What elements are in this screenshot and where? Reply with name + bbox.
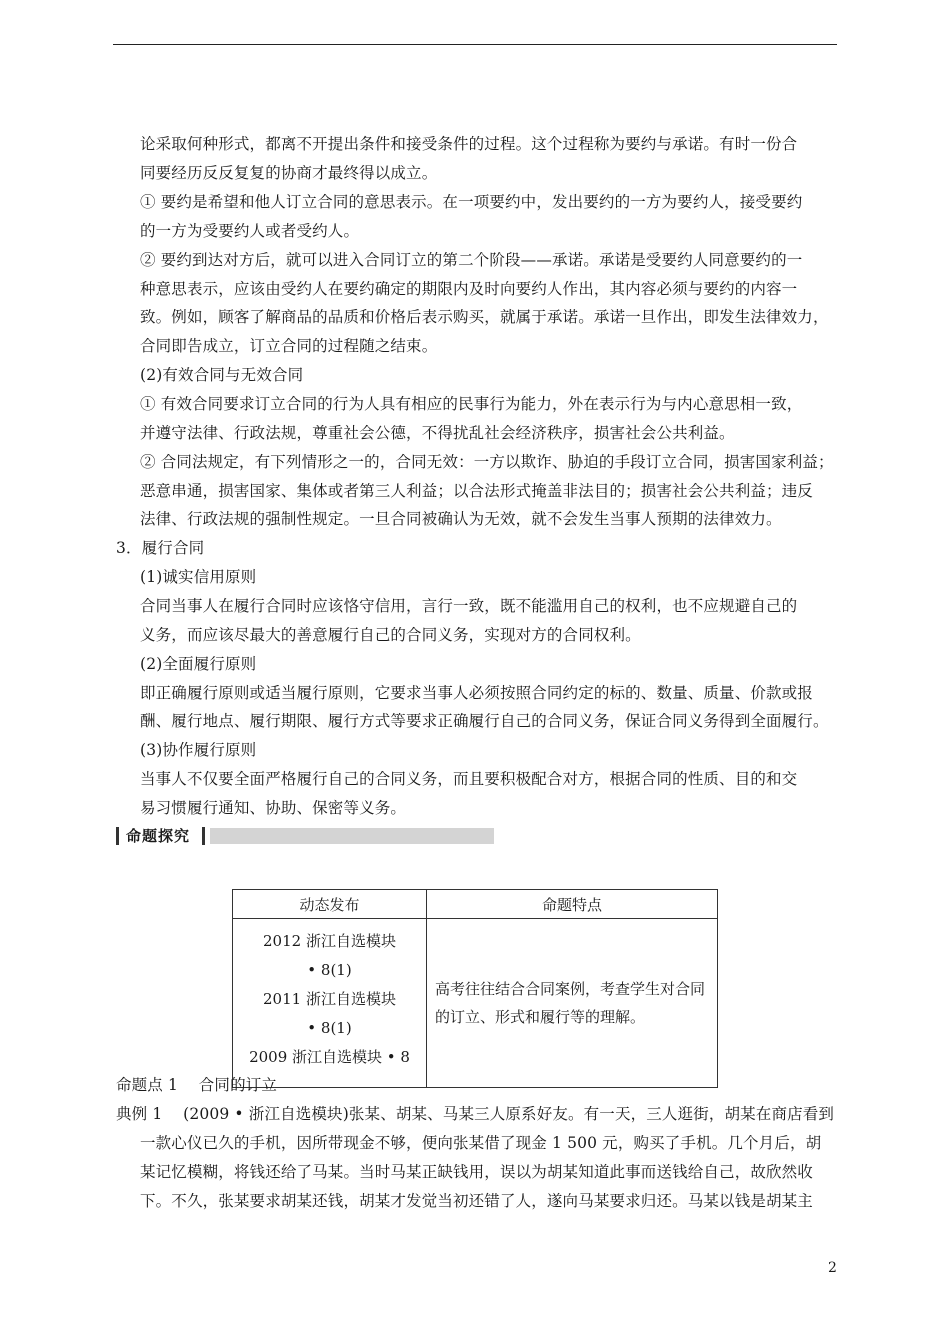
exam-line: 2012 浙江自选模块 (263, 932, 396, 950)
section-bar-fill (210, 828, 494, 844)
heading-perform-contract: 3．履行合同 (116, 539, 205, 557)
body-line: ② 要约到达对方后，就可以进入合同订立的第二个阶段——承诺。承诺是受要约人同意要约的一 (140, 251, 803, 269)
topic-point-title: 命题点 1 合同的订立 (116, 1076, 278, 1094)
example-line: 某记忆模糊，将钱还给了马某。当时马某正缺钱用，误以为胡某知道此事而送钱给自己，故欣然收 (140, 1163, 813, 1181)
body-line: 论采取何种形式，都离不开提出条件和接受条件的过程。这个过程称为要约与承诺。有时一份合 (140, 135, 798, 153)
section-title: 命题探究 (126, 827, 191, 845)
exam-line: 2009 浙江自选模块 • 8 (249, 1048, 410, 1066)
body-line: 致。例如，顾客了解商品的品质和价格后表示购买，就属于承诺。承诺一旦作出，即发生法律效力， (140, 308, 829, 326)
subheading-full-performance: (2)全面履行原则 (140, 655, 257, 673)
body-line: 恶意串通，损害国家、集体或者第三人利益；以合法形式掩盖非法目的；损害社会公共利益；违反 (140, 482, 813, 500)
body-line: 的一方为受要约人或者受约人。 (140, 222, 360, 240)
table-row (233, 919, 718, 1088)
body-line: 同要经历反反复复的协商才最终得以成立。 (140, 164, 438, 182)
exam-line: • 8(1) (307, 1019, 352, 1037)
body-line: ① 有效合同要求订立合同的行为人具有相应的民事行为能力，外在表示行为与内心意思相一致， (140, 395, 803, 413)
body-line: 当事人不仅要全面严格履行自己的合同义务，而且要积极配合对方，根据合同的性质、目的和交 (140, 770, 798, 788)
example-line: 下。不久，张某要求胡某还钱，胡某才发觉当初还错了人，遂向马某要求归还。马某以钱是胡某主 (140, 1192, 813, 1210)
body-line: 酬、履行地点、履行期限、履行方式等要求正确履行自己的合同义务，保证合同义务得到全面履行。 (140, 712, 829, 730)
table-header-cell: 动态发布 (233, 890, 427, 919)
exam-line: • 8(1) (307, 961, 352, 979)
body-line: 种意思表示，应该由受约人在要约确定的期限内及时向要约人作出，其内容必须与要约的内容一 (140, 280, 798, 298)
body-line: 合同即告成立，订立合同的过程随之结束。 (140, 337, 438, 355)
table-cell-exams (233, 919, 427, 1088)
body-line: 即正确履行原则或适当履行原则，它要求当事人必须按照合同约定的标的、数量、质量、价款或报 (140, 684, 813, 702)
table-header-row (233, 890, 718, 919)
body-line: 义务，而应该尽最大的善意履行自己的合同义务，实现对方的合同权利。 (140, 626, 641, 644)
table-header-cell: 命题特点 (427, 890, 718, 919)
subheading-good-faith: (1)诚实信用原则 (140, 568, 257, 586)
exam-line: 2011 浙江自选模块 (263, 990, 396, 1008)
subheading-cooperation: (3)协作履行原则 (140, 741, 257, 759)
topic-table (232, 889, 718, 1088)
body-line: 法律、行政法规的强制性规定。一旦合同被确认为无效，就不会发生当事人预期的法律效力。 (140, 510, 782, 528)
section-marker (202, 827, 205, 845)
body-line: 易习惯履行通知、协助、保密等义务。 (140, 799, 407, 817)
section-header-bar (116, 826, 494, 846)
body-line: ① 要约是希望和他人订立合同的意思表示。在一项要约中，发出要约的一方为要约人，接受要约 (140, 193, 803, 211)
subheading-valid-invalid: (2)有效合同与无效合同 (140, 366, 304, 384)
page-number: 2 (828, 1260, 837, 1276)
body-line: 并遵守法律、行政法规，尊重社会公德，不得扰乱社会经济秩序，损害社会公共利益。 (140, 424, 735, 442)
header-rule (113, 44, 837, 45)
section-marker (116, 827, 119, 845)
body-line: ② 合同法规定，有下列情形之一的，合同无效：一方以欺诈、胁迫的手段订立合同，损害国家利益； (140, 453, 834, 471)
example-line: 典例 1 (2009 • 浙江自选模块)张某、胡某、马某三人原系好友。有一天，三人逛街，胡某在商店看到 (116, 1105, 835, 1123)
table-cell-features: 高考往往结合合同案例，考查学生对合同的订立、形式和履行等的理解。 (427, 919, 718, 1088)
example-line: 一款心仪已久的手机，因所带现金不够，便向张某借了现金 1 500 元，购买了手机。几个月后，胡 (140, 1134, 822, 1152)
body-line: 合同当事人在履行合同时应该恪守信用，言行一致，既不能滥用自己的权利，也不应规避自己的 (140, 597, 798, 615)
